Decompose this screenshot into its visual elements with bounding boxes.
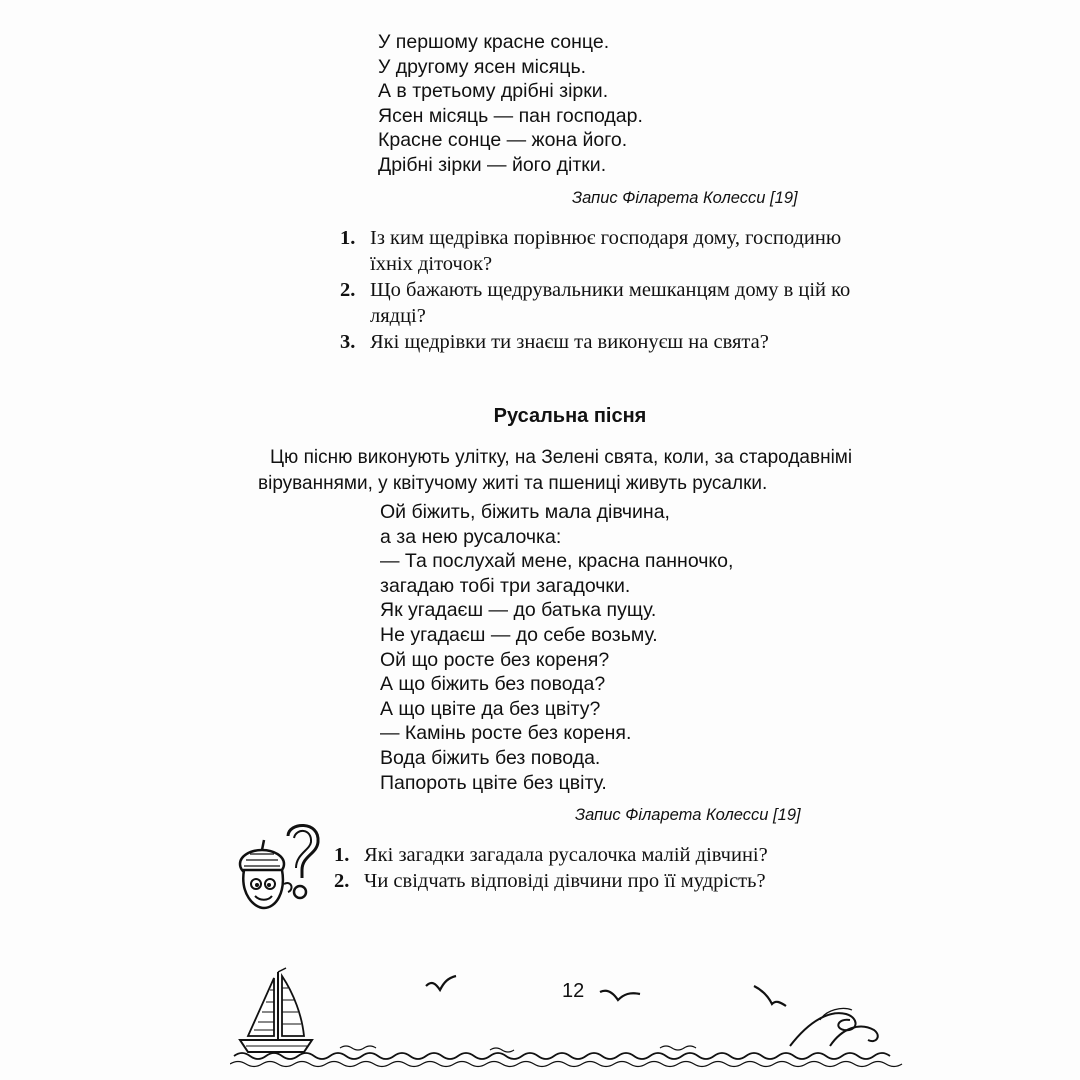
poem-line: Як угадаєш — до батька пущу. <box>380 599 657 622</box>
poem-rusalna <box>380 500 733 795</box>
poem-line: А що біжить без повода? <box>380 673 606 696</box>
section-intro <box>258 445 853 497</box>
seagull-icon <box>426 976 456 990</box>
question-item <box>334 842 768 868</box>
poem-line: Ой що росте без кореня? <box>380 648 610 671</box>
intro-line: Цю пісню виконують улітку, на Зелені свята, коли, за стародавнімі <box>270 447 853 468</box>
page-number: 12 <box>562 980 585 1002</box>
section-title: Русальна пісня <box>493 405 647 427</box>
seagull-icon <box>600 991 640 1000</box>
poem-line: А в третьому дрібні зірки. <box>378 80 609 103</box>
question-text-cont: лядці? <box>370 305 426 327</box>
poem-line: — Камінь росте без кореня. <box>380 722 632 745</box>
question-text: Чи свідчать відповіді дівчини про її мудрість? <box>364 870 766 892</box>
poem-top <box>378 30 643 178</box>
poem-line: А що цвіте да без цвіту? <box>380 697 601 720</box>
poem-source: Запис Філарета Колесси [19] <box>575 806 801 824</box>
poem-line: Папороть цвіте без цвіту. <box>380 771 607 794</box>
question-number: 3. <box>340 331 356 353</box>
question-item <box>340 277 850 329</box>
acorn-question-icon <box>236 818 328 914</box>
poem-line: У першому красне сонце. <box>378 31 610 53</box>
question-item <box>340 225 841 277</box>
question-text-cont: їхніх діточок? <box>370 253 493 275</box>
poem-line: Вода біжить без повода. <box>380 746 601 769</box>
poem-line: Ясен місяць — пан господар. <box>378 104 643 127</box>
poem-line: Ой біжить, біжить мала дівчина, <box>380 501 670 523</box>
question-number: 1. <box>334 844 350 866</box>
poem-line: Красне сонце — жона його. <box>378 129 628 152</box>
sea-decoration-icon <box>230 960 910 1070</box>
question-text: Які щедрівки ти знаєш та виконуєш на свята? <box>370 331 769 353</box>
question-text: Які загадки загадала русалочка малій дівчині? <box>364 844 768 866</box>
question-item <box>334 868 766 894</box>
question-number: 2. <box>334 870 350 892</box>
question-item <box>340 329 769 355</box>
question-text: Що бажають щедрувальники мешканцям дому в цій ко <box>370 279 851 301</box>
question-text: Із ким щедрівка порівнює господаря дому, господиню <box>370 227 842 249</box>
poem-line: Дрібні зірки — його дітки. <box>378 153 607 176</box>
poem-line: а за нею русалочка: <box>380 525 562 548</box>
poem-line: У другому ясен місяць. <box>378 55 587 78</box>
question-number: 1. <box>340 227 356 249</box>
poem-source: Запис Філарета Колесси [19] <box>572 189 798 207</box>
intro-line: віруваннями, у квітучому житі та пшениці живуть русалки. <box>258 473 768 494</box>
seagull-icon <box>754 986 786 1006</box>
poem-line: Не угадаєш — до себе возьму. <box>380 623 658 646</box>
poem-line: загадаю тобі три загадочки. <box>380 574 631 597</box>
question-number: 2. <box>340 279 356 301</box>
sailboat-icon <box>240 968 312 1052</box>
poem-line: — Та послухай мене, красна панночко, <box>380 550 734 573</box>
